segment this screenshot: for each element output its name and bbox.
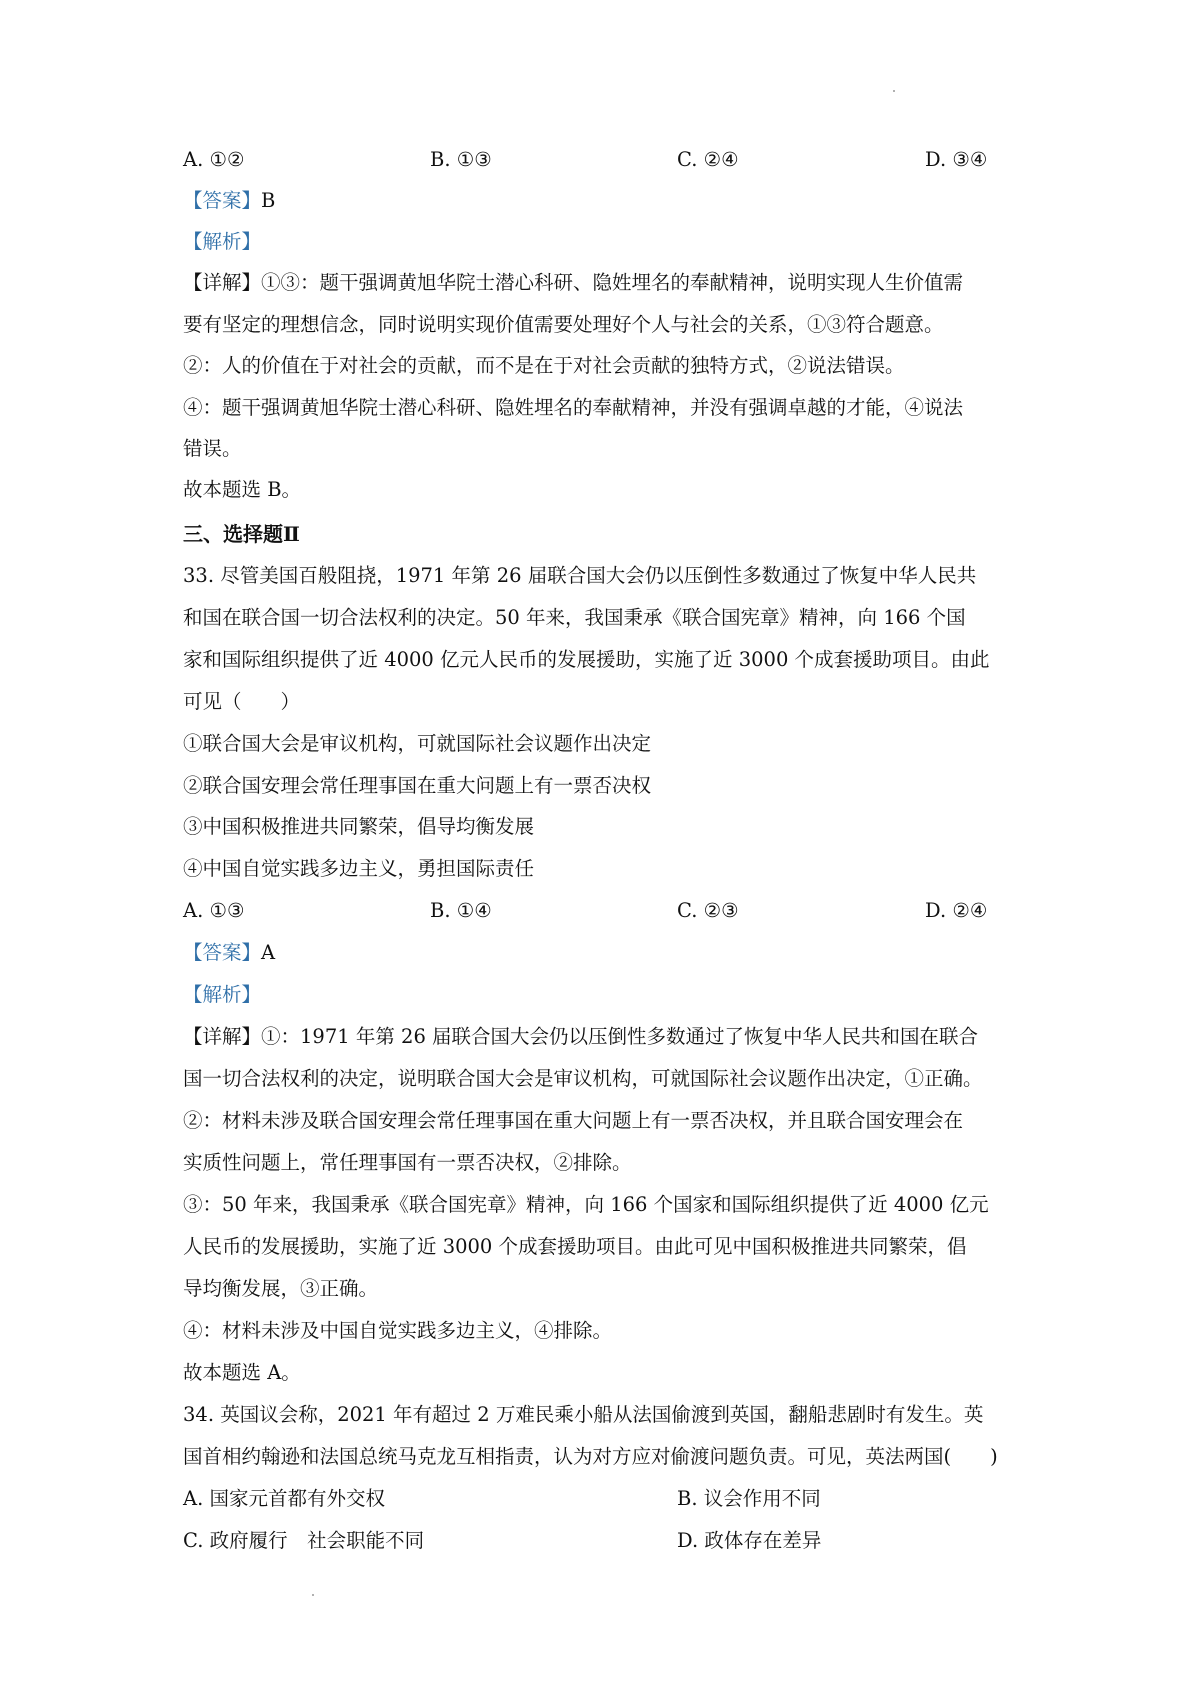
q33-option-d: D. ②④ [925,899,988,922]
q33-detail-line-8: ④：材料未涉及中国自觉实践多边主义，④排除。 [183,1319,613,1342]
detail-text: ①③：题干强调黄旭华院士潜心科研、隐姓埋名的奉献精神，说明实现人生价值需 [261,271,964,294]
q33-conclusion: 故本题选 A。 [183,1361,301,1384]
q32-option-a: A. ①② [183,148,245,171]
q34-stem-line-1: 34. 英国议会称，2021 年有超过 2 万难民乘小船从法国偷渡到英国，翻船悲剧时有发生。英 [183,1403,984,1426]
q32-detail-line-1 [183,271,963,295]
q33-item-4: ④中国自觉实践多边主义，勇担国际责任 [183,857,535,880]
q33-stem-line-1: 33. 尽管美国百般阻挠，1971 年第 26 届联合国大会仍以压倒性多数通过了恢复中华人民共 [183,564,977,587]
q32-option-c: C. ②④ [677,148,739,171]
scan-dot-top [893,90,895,92]
section-title: 三、选择题Ⅱ [183,522,300,546]
q34-option-c: C. 政府履行 社会职能不同 [183,1529,425,1552]
q33-item-2: ②联合国安理会常任理事国在重大问题上有一票否决权 [183,774,652,797]
q33-detail-line-6: 人民币的发展援助，实施了近 3000 个成套援助项目。由此可见中国积极推进共同繁荣，倡 [183,1235,967,1258]
q32-detail-line-5: 错误。 [183,437,242,460]
q32-option-d: D. ③④ [925,148,988,171]
q32-detail-line-4: ④：题干强调黄旭华院士潜心科研、隐姓埋名的奉献精神，并没有强调卓越的才能，④说法 [183,396,964,419]
answer-value: B [261,189,276,212]
q33-stem-line-3: 家和国际组织提供了近 4000 亿元人民币的发展援助，实施了近 3000 个成套援助项目。由此 [183,648,990,671]
q33-option-c: C. ②③ [677,899,739,922]
detail-text: ①：1971 年第 26 届联合国大会仍以压倒性多数通过了恢复中华人民共和国在联合 [261,1025,979,1048]
q34-stem-line-2: 国首相约翰逊和法国总统马克龙互相指责，认为对方应对偷渡问题负责。可见，英法两国( ) [183,1445,998,1468]
q33-analysis-label: 【解析】 [183,983,262,1006]
q34-option-b: B. 议会作用不同 [677,1487,821,1510]
q33-detail-line-7: 导均衡发展，③正确。 [183,1277,379,1300]
q33-item-1: ①联合国大会是审议机构，可就国际社会议题作出决定 [183,732,652,755]
q33-detail-line-5: ③：50 年来，我国秉承《联合国宪章》精神，向 166 个国家和国际组织提供了近 4000 亿元 [183,1193,989,1216]
q33-option-b: B. ①④ [430,899,492,922]
q33-option-a: A. ①③ [183,899,245,922]
q32-detail-line-2: 要有坚定的理想信念，同时说明实现价值需要处理好个人与社会的关系，①③符合题意。 [183,313,944,336]
q34-option-a: A. 国家元首都有外交权 [183,1487,385,1510]
answer-label: 【答案】 [183,941,262,964]
q33-detail-line-3: ②：材料未涉及联合国安理会常任理事国在重大问题上有一票否决权，并且联合国安理会在 [183,1109,964,1132]
detail-label: 【详解】 [183,1025,262,1048]
q33-stem-line-4: 可见（ ） [183,690,301,713]
q32-conclusion: 故本题选 B。 [183,478,302,501]
q34-option-d: D. 政体存在差异 [677,1529,822,1552]
q32-detail-line-3: ②：人的价值在于对社会的贡献，而不是在于对社会贡献的独特方式，②说法错误。 [183,354,905,377]
q33-detail-line-2: 国一切合法权利的决定，说明联合国大会是审议机构，可就国际社会议题作出决定，①正确。 [183,1067,983,1090]
q33-item-3: ③中国积极推进共同繁荣，倡导均衡发展 [183,815,535,838]
answer-value: A [261,941,276,964]
scan-dot-bottom [312,1594,314,1596]
detail-label: 【详解】 [183,271,262,294]
answer-label: 【答案】 [183,189,262,212]
q32-answer [183,189,275,213]
q32-analysis-label: 【解析】 [183,230,262,253]
q33-detail-line-1 [183,1025,978,1049]
q33-answer [183,941,275,965]
q33-stem-line-2: 和国在联合国一切合法权利的决定。50 年来，我国秉承《联合国宪章》精神，向 166 个国 [183,606,966,629]
q32-option-b: B. ①③ [430,148,492,171]
q33-detail-line-4: 实质性问题上，常任理事国有一票否决权，②排除。 [183,1151,632,1174]
